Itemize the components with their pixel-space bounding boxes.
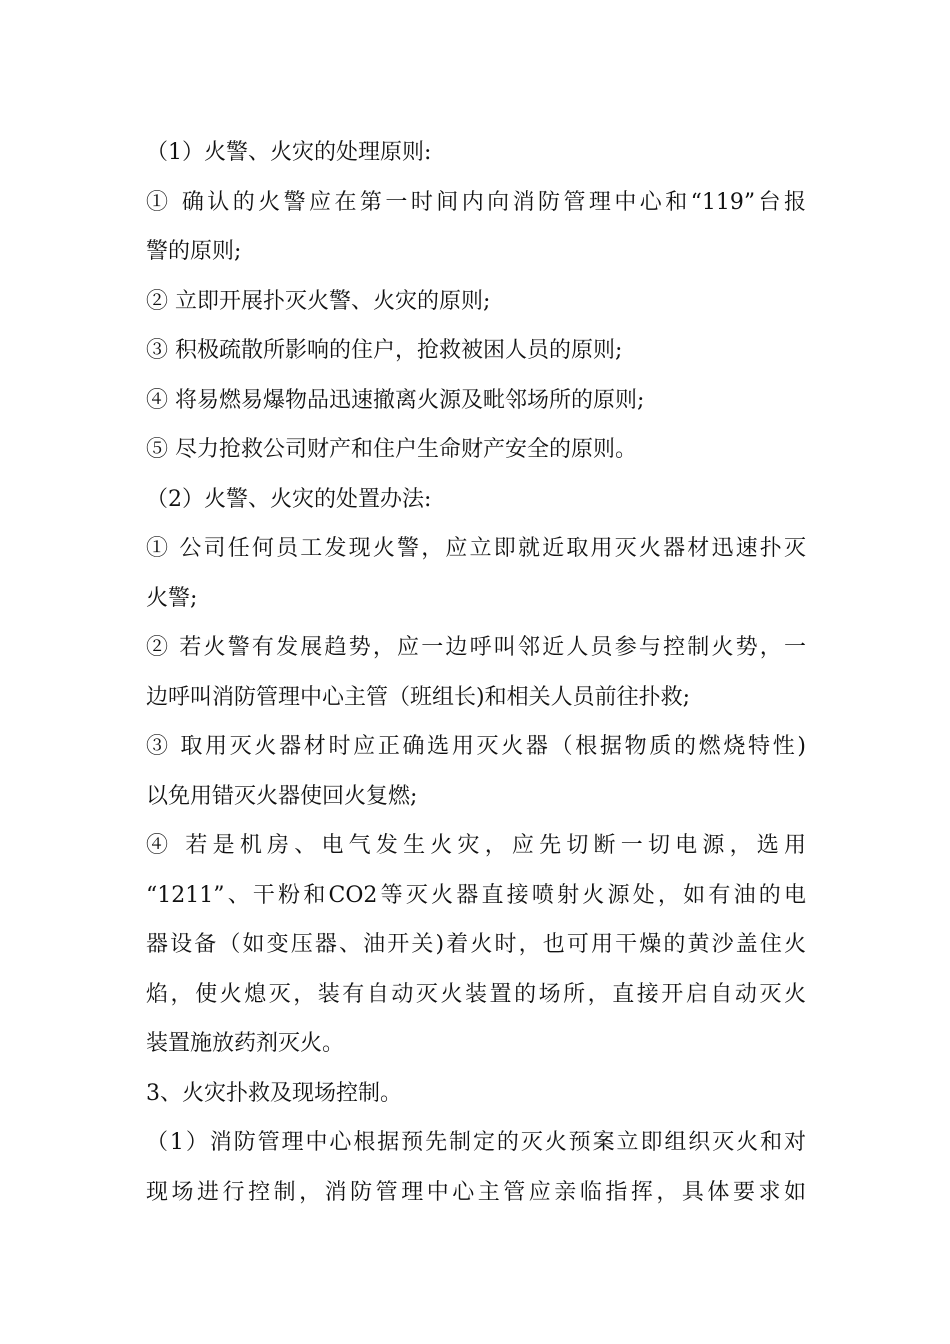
paragraph-line: ③ 取用灭火器材时应正确选用灭火器（根据物质的燃烧特性) bbox=[146, 734, 806, 759]
paragraph-line: 器设备（如变压器、油开关)着火时，也可用干燥的黄沙盖住火 bbox=[146, 932, 806, 957]
paragraph-line: ② 若火警有发展趋势，应一边呼叫邻近人员参与控制火势，一 bbox=[146, 635, 806, 660]
paragraph-line: ④ 将易燃易爆物品迅速撤离火源及毗邻场所的原则; bbox=[146, 387, 645, 413]
paragraph-line: 边呼叫消防管理中心主管（班组长)和相关人员前往扑救; bbox=[146, 684, 690, 710]
paragraph-line: ① 公司任何员工发现火警，应立即就近取用灭火器材迅速扑灭 bbox=[146, 536, 806, 561]
paragraph-line: 装置施放药剂灭火。 bbox=[146, 1031, 345, 1056]
section-heading-1: （1）火警、火灾的处理原则: bbox=[146, 140, 432, 165]
paragraph-line: 警的原则; bbox=[146, 239, 242, 264]
section-heading-2: （2）火警、火灾的处置办法: bbox=[146, 486, 432, 512]
paragraph-line: 火警; bbox=[146, 585, 198, 611]
paragraph-line: 以免用错灭火器使回火复燃; bbox=[146, 783, 418, 809]
paragraph-line: ③ 积极疏散所影响的住户，抢救被困人员的原则; bbox=[146, 338, 623, 363]
paragraph-line: （1）消防管理中心根据预先制定的灭火预案立即组织灭火和对 bbox=[146, 1130, 806, 1155]
paragraph-line: ① 确认的火警应在第一时间内向消防管理中心和“119”台报 bbox=[146, 189, 806, 215]
paragraph-line: ⑤ 尽力抢救公司财产和住户生命财产安全的原则。 bbox=[146, 437, 637, 462]
paragraph-line: 现场进行控制，消防管理中心主管应亲临指挥，具体要求如 bbox=[146, 1179, 806, 1205]
paragraph-line: ② 立即开展扑灭火警、火灾的原则; bbox=[146, 288, 491, 314]
paragraph-line: ④ 若是机房、电气发生火灾，应先切断一切电源，选用 bbox=[146, 833, 806, 858]
paragraph-line: 焰，使火熄灭，装有自动灭火装置的场所，直接开启自动灭火 bbox=[146, 981, 806, 1007]
section-heading-3: 3、火灾扑救及现场控制。 bbox=[146, 1080, 402, 1106]
document-body bbox=[146, 128, 806, 1217]
paragraph-line: “1211”、干粉和CO2等灭火器直接喷射火源处，如有油的电 bbox=[146, 882, 806, 908]
